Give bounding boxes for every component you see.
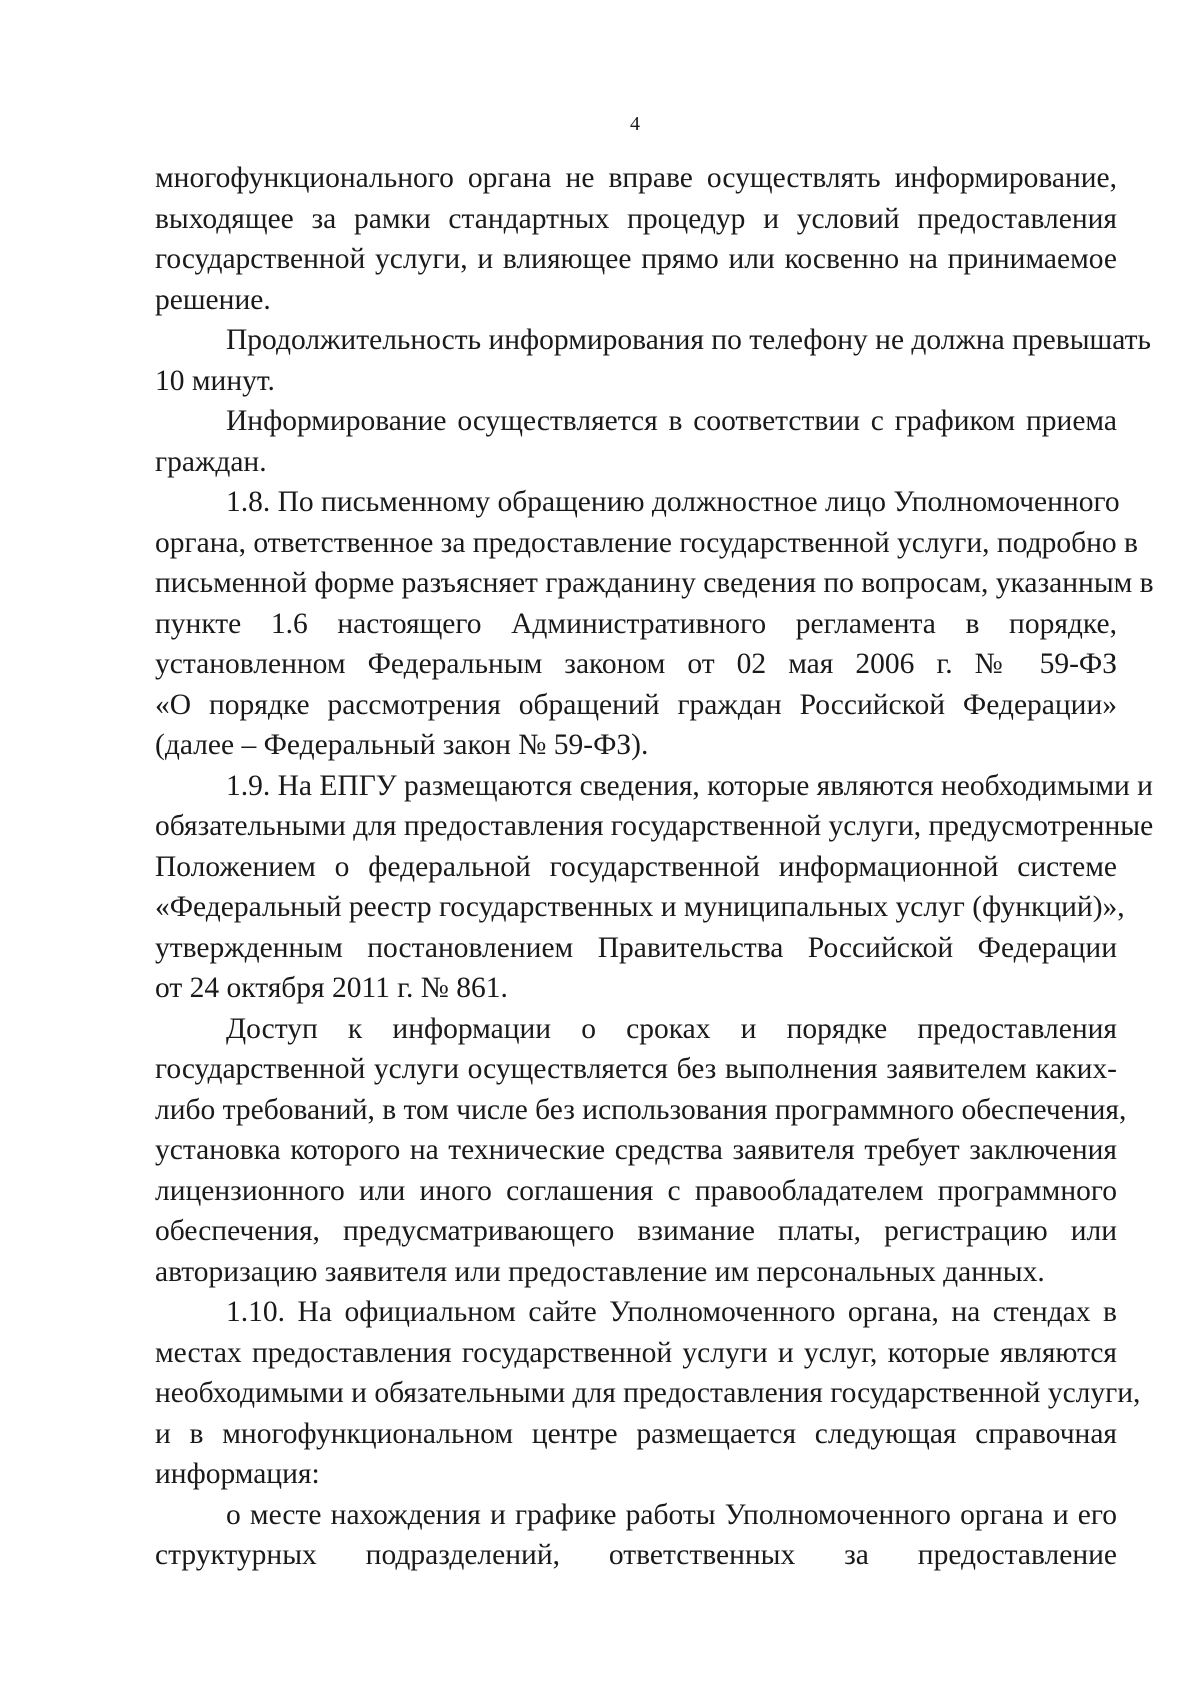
text-line: утвержденным постановлением Правительства Российской Федерации	[155, 931, 1117, 964]
text-line: 1.10. На официальном сайте Уполномоченного органа, на стендах в	[226, 1296, 1117, 1328]
text-line: от 24 октября 2011 г. № 861.	[155, 972, 508, 1004]
text-line: органа, ответственное за предоставление государственной услуги, подробно в	[155, 526, 1138, 559]
text-line: «О порядке рассмотрения обращений граждан Российской Федерации»	[155, 688, 1117, 721]
text-line: государственной услуги, и влияющее прямо или косвенно на принимаемое	[155, 243, 1117, 275]
text-line: многофункционального органа не вправе осуществлять информирование,	[155, 162, 1117, 194]
paragraph	[155, 1495, 1117, 1576]
text-line: местах предоставления государственной услуги и услуг, которые являются	[155, 1336, 1117, 1369]
text-line: авторизацию заявителя или предоставление им персональных данных.	[155, 1255, 1045, 1288]
text-line: и в многофункциональном центре размещается следующая справочная	[155, 1417, 1117, 1450]
text-line: обязательными для предоставления государственной услуги, предусмотренные	[155, 810, 1154, 842]
text-line: Продолжительность информирования по телефону не должна превышать	[226, 324, 1151, 356]
text-line: граждан.	[155, 445, 267, 478]
text-line: пункте 1.6 настоящего Административного регламента в порядке,	[155, 607, 1117, 640]
paragraph	[155, 401, 1117, 482]
text-line: 1.8. По письменному обращению должностное лицо Уполномоченного	[226, 486, 1120, 518]
page-number: 4	[630, 113, 640, 135]
text-line: необходимыми и обязательными для предоставления государственной услуги,	[155, 1377, 1141, 1409]
text-line: информация:	[155, 1458, 320, 1490]
text-line: о месте нахождения и графике работы Уполномоченного органа и его	[226, 1498, 1117, 1531]
text-line: обеспечения, предусматривающего взимание платы, регистрацию или	[155, 1215, 1117, 1247]
text-line: установка которого на технические средства заявителя требует заключения	[155, 1134, 1117, 1166]
text-line: выходящее за рамки стандартных процедур и условий предоставления	[155, 202, 1117, 235]
text-line: решение.	[155, 283, 271, 316]
document-body	[155, 158, 1154, 1576]
text-line: установленном Федеральным законом от 02 мая 2006 г. № 59-ФЗ	[155, 648, 1117, 680]
text-line: 1.9. На ЕПГУ размещаются сведения, которые являются необходимыми и	[226, 769, 1153, 802]
text-line: «Федеральный реестр государственных и муниципальных услуг (функций)»,	[155, 891, 1125, 923]
paragraph	[155, 1009, 1127, 1293]
text-line: письменной форме разъясняет гражданину сведения по вопросам, указанным в	[155, 567, 1154, 599]
paragraph	[155, 320, 1151, 401]
text-line: 10 минут.	[155, 364, 275, 397]
text-line: лицензионного или иного соглашения с правообладателем программного	[155, 1174, 1117, 1207]
text-line: Положением о федеральной государственной информационной системе	[155, 850, 1117, 883]
paragraph	[155, 1292, 1141, 1495]
paragraph	[155, 766, 1154, 1009]
text-line: либо требований, в том числе без использования программного обеспечения,	[155, 1093, 1127, 1126]
paragraph	[155, 482, 1154, 766]
text-line: Информирование осуществляется в соответствии с графиком приема	[226, 405, 1117, 437]
text-line: государственной услуги осуществляется без выполнения заявителем каких-	[155, 1053, 1117, 1085]
text-line: (далее – Федеральный закон № 59-ФЗ).	[155, 729, 649, 761]
paragraph	[155, 158, 1117, 320]
text-line: структурных подразделений, ответственных за предоставление	[155, 1539, 1117, 1571]
text-line: Доступ к информации о сроках и порядке предоставления	[226, 1012, 1117, 1045]
